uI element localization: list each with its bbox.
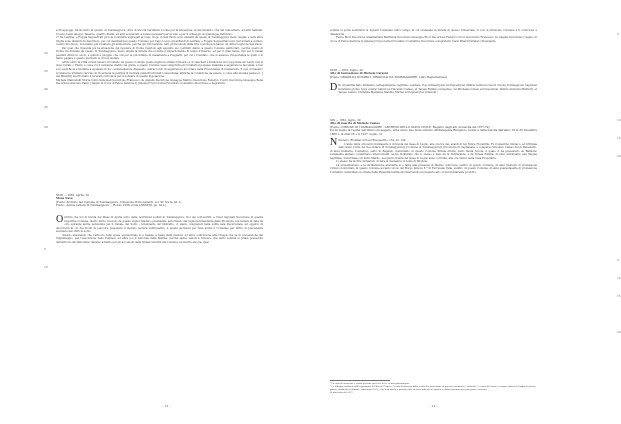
line-number: 10 xyxy=(44,265,48,269)
footnote: ¹ Lo stato di sicurezza e scozia pervade quel che fa il e al mio giornalmente. xyxy=(330,383,411,385)
right-entry2-header xyxy=(330,119,537,136)
right-entry1-text xyxy=(330,84,537,95)
line-number: 30 xyxy=(44,51,48,55)
drop-cap: D xyxy=(330,82,338,94)
page-number-left: – 13 – xyxy=(162,404,171,408)
paragraph-text: Ordini che noi di trenta del Mese di Aprile sotto delle restrizioni sodisti in Tommaggiore. Noi qui sottoscritti, e Cioni ragunati Decurione di questa rispettiva Comune, dietro invito ricevuto da questo signor Sindaco presidente, autorizzato dal Signore Intendente della Provincia con lettera in data da otto spirante aprile pervenuta pel il Canale del Sotto – Intendente del Distretto, ci siamo congregati nella solita sala Decurionale, ad oggetto di decorrersi in ciò dei Scoiti di parcoire presedere il decreto tecnica ventiquattro, a giusta decisioni pur tuna avvisi il Comunee per dirtto di precedenza avvenute dal 1825 in sotto. xyxy=(56,216,263,234)
left-second-text xyxy=(56,216,263,244)
paragraph: Michele Mancarelli Sforza Carlo Sanomeli Decurione Francesco de Angelis Decurione Giuseppe Marino Decurione Federico Cosrci Decurione Giuseppe Bena Decurione Giacomo Fabio [ Sagno di croce di Felice Santone I] [ndetes] N [ncotontai] Vicentino Costantino Decurione e Segretario. xyxy=(56,78,263,86)
entry-source-line: [Fonte: Archivio del Comune di Tommaggiore. Collezione di Documenti, vol. XI, tra m. M. A. xyxy=(56,199,182,204)
paragraph: Felice Ricci Decurione Giambattista Matthiola Decurione Giuseppe Ricci Decurione Federico Croci Decurione Francesco de Angelis Decurione [ Sagno di croce di Felice Santone I] [ndetes] N [ncotontai] Vicentino Costantino Decurione e Segretario Carlo Brandi [Sindaco Presidente. xyxy=(330,36,537,43)
paragraph-with-dropcap xyxy=(330,84,537,95)
line-number: 35 xyxy=(44,69,48,73)
line-number: 15 xyxy=(617,136,621,140)
footnote: Al mio detto del 1937. xyxy=(330,391,354,394)
paragraph: L'anno mille ottocento trentasette il di trenta del mese di Luglio, alle ore tre dei, avanti di noi Felice Fiorentino Fu Comentino Sindaco, ed Ufficiale dello Stato Civile del Gecondario di Tommaggiore[1] Comune di Tommaggiore[1] Provincia di Capitanata, è comparso Vincenzo Cameo del fu Benedetto, di anni trentatre, Contadino, serto in Baganlo, domiciliato in questo Comune Strada strutto detto Santa Nicola, il quale ci ha presentato un Bambino veramente abitano confermano intercorrenti, se ha dichiarato che lo stesso è nato da la dichiarante, e da Teresa Fatima, di anni ventiquatro sua Moglie legittima, domiciliata con detto Marito, nel giorno trenta del mese di Luglio anno corrente, alle ore undici nella Casa Propetaria. xyxy=(330,142,537,160)
footnote: ² Le indagine motivate dall'esposizione di Michele Cameo e Nicola di discorso dalla tavola dei tirnaccione di questo testamento, i ristrettil e i testati di Carina e sempre vidario 18 luglio di questo giorno, studio dal testimone, contenuto il 101, e ho lo di viuolo e quando sulla cicercia indicati nel giorno si ultima giornata presenti gravi e incarico. xyxy=(330,385,536,391)
line-number: 15 xyxy=(617,294,621,298)
entry-reference: XVIII — 1861, luglio, 30 xyxy=(330,68,363,72)
paragraph: 2° De Lentina, e Foggia Sequestrati piccole Comunità aggregati al Capo luogo di San Paolo sono distanti da quello di Tommaggiore meno miglia, e avrà altre miglia sono distanti da San Paolo, per cui destinandosi questo Comune per Capo Luogo gli abitanti di Lentina, e Foggia Sequestrati sono ravvicinati a sollievo venuto incomodo, non hanno più a battere gli ammontare, perché qui ritroveranno tutti gli incomodi della vita, bonché non hanno un dette luoghi da San Paolo. xyxy=(56,36,263,47)
paragraph: La presentazione, e la dichiarazione anzidetta si è fatta alla presenza di Matteo d'Arcione, ualdro di questo Comune, di anni trentuno di professione Cittono domiciliato in questo Comune accanto vicolo del Borgo minore 8 * di Fercquale Tallè, uualtro di questo Comune, di anni quarantasette di professione Contadino domiciliato in strada della Piazzetta testimoni] intervenuti al presente atto, il dal dichiarante prodotti. xyxy=(330,163,537,174)
paragraph-text: Numero (Fiomkar sottoscritta)quattro, 134, fol. 134. xyxy=(338,139,407,142)
left-entry-header xyxy=(56,194,263,208)
right-entry1-header xyxy=(330,69,537,79)
paragraph: Per quel che riguarda poi la situazione del regolare di fronte Capitolo agli appunto sei costituiti danno a questo Comune particolari, perché quello di fronte via durante da questo di Tommaggiore, meno miglia la Strada che si batte il imperdonabile in tempi d'Inverno, ed per il gran fiume, che per il Canali pessimi ottimi in onori, e quindi è pioggia, che ora per le più infinite di malamente a Foggiatti, per cui i Comitato, che si assunce l'importanza le genti e si fanno pagare e questo piuttosto le di non andare. xyxy=(56,46,263,61)
line-number: 5 xyxy=(617,32,619,36)
entry-source-line: [Fonte: ORIGINALI NOTARILI, ORIGINALI DA TOMMAGGIORE. Libro Registrazione] xyxy=(330,74,447,79)
footnotes xyxy=(330,383,537,395)
line-number: 5 xyxy=(617,258,619,262)
entry-reference: XIX — 1861, luglio, 30 xyxy=(330,118,361,122)
line-number: 45 xyxy=(44,105,48,109)
entry-reference: XVIII — 1861, aprile, 30 xyxy=(56,193,90,197)
paragraph: Avendo esaurendo che l'articolo delle spese sopravvinale si è tassato a tassa delle nazioni, ed altre costruzione alla Truppa che va in prevenzione del brigantaggio, per l'esecuzione dello Pugliesi, ed altre poi il Littorale della Marina, perché sanno venuti a rivivere, che detto somma si prima prevedute dell'articolo 49 delle Stato davamo addetto per gli accomodi delle Strade veterini del Comune, ed inoltre ancora, qual xyxy=(56,233,263,244)
entry-source-line: [Fonte: COMUNE DI TOMMAGGIORE - ARCHIVIO DELLO STATO CIVILE. Registro degli atti di nascita del 1877-79] xyxy=(330,124,490,129)
right-page xyxy=(300,0,621,424)
paragraph-text: Di Argentina fallo millesimo settegentesimo legittimo ospitare. Ego infrascriptus Archipresbyter Mattia Gubbiosi baccit Nicola Tormaggiorio baptizavi in-fantem grobis, hora cetera? natum ex Vincenzio Cameo, et Teresa Fatima coniugibus, cui Michaele nomen est impositum. Patrini Antonius Mattiotti, et Teresa Lazaro. Christina Marianne Mandis. Michel Archipresbyter Ciliaroni † xyxy=(338,84,537,95)
footnote-divider xyxy=(330,380,390,381)
paragraph: All'incontro la Città di San Severo il bontano da questo Comune quelle miglia la strada d'Inverno a di ciascheri è tradizione non soppotate ad' Lanti, non si dono Carali, o Fiumi, e come voi il ventenne tradito via grella, e questo Comune vesso dispotiche di Comitati si ponesse mandare a seguirare le faccende, è non e in vesti-Boca e Giudizia a sguinare in da' consistentavole dispendio, nell'accordo di seguirare le accortare nella Provvidenza di Castennota. E così di maestro scommerce ultimare caricalo di incertezza la pentiva di mofrata nella Provincialt Lodevoliana, affinché la condizione da essere, e come alla elevata pesisce [..] dai Ministri] sia ritornato il lucerario intronica per il nolleare di questa Popolazione. xyxy=(56,60,263,79)
entry-title: Atto di laureazione di Michele Carsoni xyxy=(330,71,388,76)
page-number-right: – 14 – xyxy=(429,404,438,408)
entry-location: Mons Nava xyxy=(56,196,73,201)
line-number: 5 xyxy=(44,247,46,251)
line-number: 50 xyxy=(44,125,48,129)
paragraph-with-dropcap xyxy=(330,137,537,149)
drop-cap: O xyxy=(56,214,64,226)
drop-cap: N xyxy=(330,137,338,149)
line-number: 40 xyxy=(44,87,48,91)
paragraph: sotti appoggi, All'incontro in quanto di Tommaggiore, oltre di ancora nel'ultimo Locale per la situazione, al del Giudizio, che del Cancelliere, ed altri bettanti. Vi sono bensì alloggi, Taverne, quattro Stalle, ed altri ecomecali, a venne necessari per la vita, e per il ormeggio di qualunque Individuo. xyxy=(56,29,263,36)
right-entry2-text xyxy=(330,139,537,174)
left-main-text xyxy=(56,29,263,86)
entry-source-line: Ed un segno la regina dell'ultimo da leggere, ebbe avuto due teste scherzo offritalegente Rizzgnolo, fecitis e della nascita dall'anno 18 in 30 Dicembre 1880 + di anni 28 + il 1937, luglio, 31 xyxy=(330,128,537,136)
paragraph: somma si potrà sostituirsi le Agnelli Comunale Antro tempo in cui scatenate la strada di questo Universale. Il così di strazione conviene a il comicione e detenzione. xyxy=(330,29,537,36)
entry-source-line: Fonte...Antica Lettera di Tommaggiore ... Rotolo 1956, fonte LXXXVIII, pp. 30 s.] xyxy=(56,203,167,208)
line-number: 20 xyxy=(617,154,621,158)
line-number: 10 xyxy=(617,118,621,122)
entry-title: Atto di nascita di Michele Cameo xyxy=(330,121,380,126)
line-number: 20 xyxy=(617,330,621,334)
paragraph-with-dropcap xyxy=(56,216,263,234)
paragraph: Lo stesso ha inoltre dichiarato di dare al medesimo il nome di Michele. xyxy=(336,160,428,164)
line-number: 10 xyxy=(617,276,621,280)
right-top-text xyxy=(330,29,537,43)
